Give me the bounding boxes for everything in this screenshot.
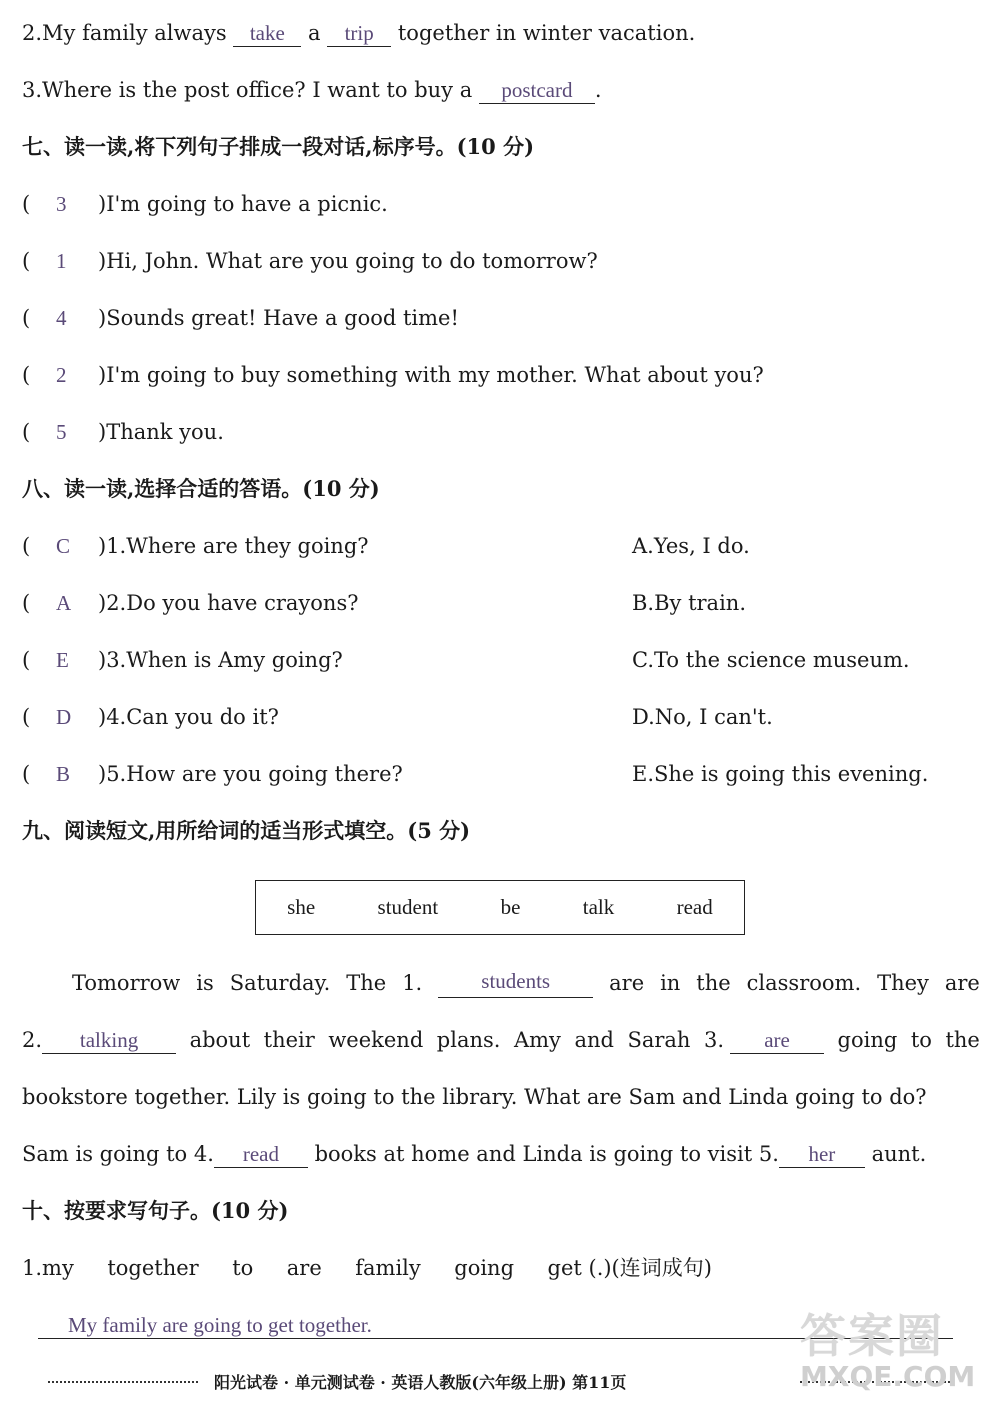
order-answer: 4 (56, 306, 67, 330)
footer-text: 阳光试卷 · 单元测试卷 · 英语人教版(六年级上册) 第11页 (214, 1373, 627, 1392)
passage-word: the (945, 1028, 980, 1052)
order-item (22, 303, 459, 333)
p2-answer-1: talking (42, 1027, 176, 1054)
match-option: E.She is going this evening. (632, 762, 929, 786)
scrambled-word: together (107, 1256, 199, 1280)
open-paren: ( (22, 192, 31, 216)
question-2 (22, 18, 695, 48)
p2-start (22, 1025, 176, 1055)
passage-word: are (944, 971, 980, 995)
scrambled-word: 1.my (22, 1256, 74, 1280)
order-answer: 5 (56, 420, 67, 444)
order-item (22, 246, 598, 276)
order-item (22, 189, 388, 219)
open-paren: ( (22, 363, 31, 387)
section-9-title: 九、阅读短文,用所给词的适当形式填空。(5 分) (22, 818, 471, 843)
order-sentence: )Thank you. (98, 420, 224, 444)
order-sentence: )Sounds great! Have a good time! (98, 306, 459, 330)
match-item (22, 702, 279, 732)
open-paren: ( (22, 762, 31, 786)
order-answer: 1 (56, 249, 67, 273)
scrambled-word: are (286, 1256, 322, 1280)
q2-pre: 2.My family always (22, 21, 234, 45)
order-answer: 3 (56, 192, 67, 216)
passage-word: about (189, 1028, 251, 1052)
passage-word: to (910, 1028, 932, 1052)
passage-word: their (263, 1028, 315, 1052)
p4-mid: books at home and Linda is going to visit 5. (307, 1142, 779, 1166)
watermark-url: MXQE.COM (800, 1360, 976, 1393)
match-item (22, 645, 343, 675)
passage-word: 2. (22, 1028, 43, 1052)
match-option: B.By train. (632, 591, 746, 615)
scrambled-word: family (355, 1256, 421, 1280)
open-paren: ( (22, 705, 31, 729)
passage-line-3: bookstore together. Lily is going to the library. What are Sam and Linda going to do? (22, 1085, 927, 1109)
match-option: D.No, I can't. (632, 705, 773, 729)
match-item (22, 588, 359, 618)
passage-line-2 (22, 1025, 980, 1055)
q2-post: together in winter vacation. (391, 21, 696, 45)
passage-word: and (574, 1028, 614, 1052)
footer-dots-left (48, 1381, 198, 1383)
order-sentence: )Hi, John. What are you going to do tomorrow? (98, 249, 598, 273)
passage-line-1 (72, 968, 980, 998)
passage-word: 3. (703, 1028, 725, 1052)
p1-answer: students (438, 968, 593, 998)
p4-pre: Sam is going to 4. (22, 1142, 214, 1166)
q2-mid: a (301, 21, 328, 45)
order-item (22, 417, 224, 447)
section-10-answer: My family are going to get together. (68, 1313, 372, 1337)
passage-word: They (877, 971, 929, 995)
p4-post: aunt. (864, 1142, 927, 1166)
open-paren: ( (22, 534, 31, 558)
open-paren: ( (22, 420, 31, 444)
passage-word: weekend (328, 1028, 424, 1052)
section-7-title: 七、读一读,将下列句子排成一段对话,标序号。(10 分) (22, 134, 535, 159)
scrambled-word: get (.)(连词成句) (547, 1256, 712, 1280)
word-box (255, 880, 745, 935)
open-paren: ( (22, 306, 31, 330)
question-3 (22, 75, 602, 105)
order-sentence: )I'm going to have a picnic. (98, 192, 388, 216)
match-item (22, 531, 369, 561)
match-answer: E (56, 648, 69, 672)
passage-word: in (660, 971, 681, 995)
p4-answer-2: her (779, 1141, 865, 1168)
match-option: A.Yes, I do. (632, 534, 750, 558)
section-10-title: 十、按要求写句子。(10 分) (22, 1198, 289, 1223)
watermark-logo: 答案圈 (800, 1309, 944, 1363)
match-question: )5.How are you going there? (98, 762, 403, 786)
match-question: )3.When is Amy going? (98, 648, 343, 672)
word-box-word: talk (582, 895, 615, 919)
q2-answer-1: take (233, 20, 301, 47)
match-question: )4.Can you do it? (98, 705, 279, 729)
passage-word: Tomorrow (72, 971, 181, 995)
p2-mid (704, 1025, 824, 1055)
passage-word: plans. (436, 1028, 501, 1052)
passage-word: is (196, 971, 214, 995)
passage-word: classroom. (746, 971, 862, 995)
word-box-word: read (676, 895, 713, 919)
p4-answer-1: read (214, 1141, 308, 1168)
q2-answer-2: trip (327, 20, 391, 47)
word-box-word: be (500, 895, 521, 919)
match-option: C.To the science museum. (632, 648, 910, 672)
match-question: )2.Do you have crayons? (98, 591, 359, 615)
match-item (22, 759, 403, 789)
scrambled-word: going (454, 1256, 515, 1280)
open-paren: ( (22, 249, 31, 273)
section-8-title: 八、读一读,选择合适的答语。(10 分) (22, 476, 380, 501)
q3-answer: postcard (479, 77, 595, 104)
passage-word: 1. (402, 971, 423, 995)
order-answer: 2 (56, 363, 67, 387)
order-item (22, 360, 764, 390)
open-paren: ( (22, 591, 31, 615)
passage-word: Sarah (627, 1028, 691, 1052)
open-paren: ( (22, 648, 31, 672)
section-10-question-1 (22, 1253, 712, 1283)
passage-line-4 (22, 1139, 926, 1169)
match-question: )1.Where are they going? (98, 534, 369, 558)
passage-word: Saturday. (229, 971, 331, 995)
q3-pre: 3.Where is the post office? I want to buy a (22, 78, 479, 102)
passage-word: are (609, 971, 645, 995)
word-box-word: she (287, 895, 316, 919)
match-answer: B (56, 762, 71, 786)
passage-word: The (346, 971, 387, 995)
passage-word: Amy (513, 1028, 561, 1052)
match-answer: D (56, 705, 72, 729)
match-answer: C (56, 534, 71, 558)
scrambled-word: to (232, 1256, 254, 1280)
q3-post: . (594, 78, 602, 102)
passage-word: going (837, 1028, 898, 1052)
p2-answer-2: are (730, 1027, 824, 1054)
match-answer: A (56, 591, 72, 615)
order-sentence: )I'm going to buy something with my mother. What about you? (98, 363, 764, 387)
passage-word: the (696, 971, 731, 995)
word-box-word: student (377, 895, 439, 919)
